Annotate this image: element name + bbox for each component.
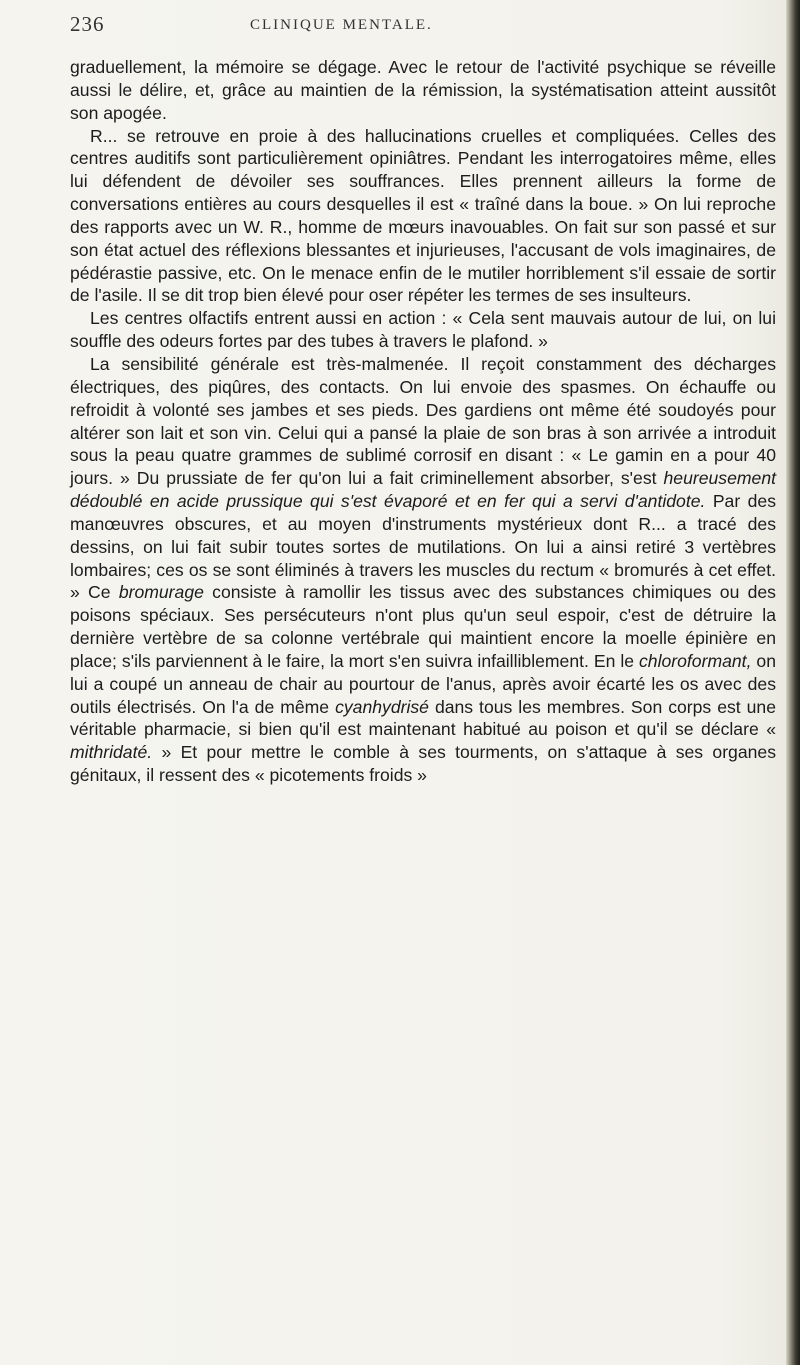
italic-text: mithridaté. xyxy=(70,742,153,763)
text-run: consiste à ramollir les tissus avec des substances chimiques ou des poisons spéciaux. Ses persécuteurs n'ont plus qu'un seul espoir, c'est de détruire la dernière vertèbre de sa colonne vertébrale qui maintient encore la moelle épinière en place; s'ils parviennent à le faire, la mort s'en suivra infailliblement. En le xyxy=(70,582,776,671)
page-header xyxy=(70,12,770,42)
paragraph xyxy=(70,353,776,787)
text-run: Les centres olfactifs entrent aussi en action : « Cela sent mauvais autour de lui, on lui souffle des odeurs fortes par des tubes à travers le plafond. » xyxy=(70,308,776,352)
italic-text: heureusement dédoublé en acide prussique qui s'est évaporé et en fer qui a servi d'antidote. xyxy=(70,468,776,512)
italic-text: chloroformant, xyxy=(639,650,752,671)
paragraph xyxy=(70,56,776,125)
text-run: R... se retrouve en proie à des hallucinations cruelles et compliquées. Celles des centres auditifs sont particulièrement opiniâtres. Pendant les interrogatoires même, elles lui défendent de dévoiler ses souffrances. Elles prennent ailleurs la forme de conversations entières au cours desquelles il est « traîné dans la boue. » On lui reproche des rapports avec un W. R., homme de mœurs inavouables. On fait sur son passé et sur son état actuel des réflexions blessantes et injurieuses, l'accusant de vols imaginaires, de pédérastie passive, etc. On le menace enfin de le mutiler horriblement s'il essaie de sortir de l'asile. Il se dit trop bien élevé pour oser répéter les termes de ses insulteurs. xyxy=(70,125,776,306)
text-run: La sensibilité générale est très-malmenée. Il reçoit constamment des décharges électriques, des piqûres, des contacts. On lui envoie des spasmes. On échauffe ou refroidit à volonté ses jambes et ses pieds. Des gardiens ont même été soudoyés pour altérer son lait et son vin. Celui qui a pansé la plaie de son bras à son arrivée a introduit sous la peau quatre grammes de sublimé corrosif en disant : « Le gamin en a pour 40 jours. » Du prussiate de fer qu'on lui a fait criminellement absorber, s'est xyxy=(70,353,776,489)
running-head: CLINIQUE MENTALE. xyxy=(250,17,433,33)
text-run: Par des manœuvres obscures, et au moyen d'instruments mystérieux dont R... a tracé des dessins, on lui fait subir toutes sortes de mutilations. On lui a ainsi retiré 3 vertèbres lombaires; ces os se sont éliminés à travers les muscles du rectum « bromurés à cet effet. » Ce xyxy=(70,491,776,603)
paragraph xyxy=(70,307,776,353)
page-number: 236 xyxy=(70,12,105,36)
page-edge-shadow xyxy=(786,0,800,1365)
text-run: on lui a coupé un anneau de chair au pourtour de l'anus, après avoir écarté les os avec des outils électrisés. On l'a de même xyxy=(70,650,776,717)
italic-text: bromurage xyxy=(118,582,204,603)
text-run: dans tous les membres. Son corps est une véritable pharmacie, si bien qu'il est maintenant habitué au poison et qu'il se déclare « xyxy=(70,696,776,740)
text-run: graduellement, la mémoire se dégage. Avec le retour de l'activité psychique se réveille aussi le délire, et, grâce au maintien de la rémission, la systématisation atteint aussitôt son apogée. xyxy=(70,57,776,123)
text-run: » Et pour mettre le comble à ses tourments, on s'attaque à ses organes génitaux, il ressent des « picotements froids » xyxy=(70,742,776,786)
paragraph xyxy=(70,125,776,308)
body-text xyxy=(70,56,776,787)
italic-text: cyanhydrisé xyxy=(335,696,429,717)
